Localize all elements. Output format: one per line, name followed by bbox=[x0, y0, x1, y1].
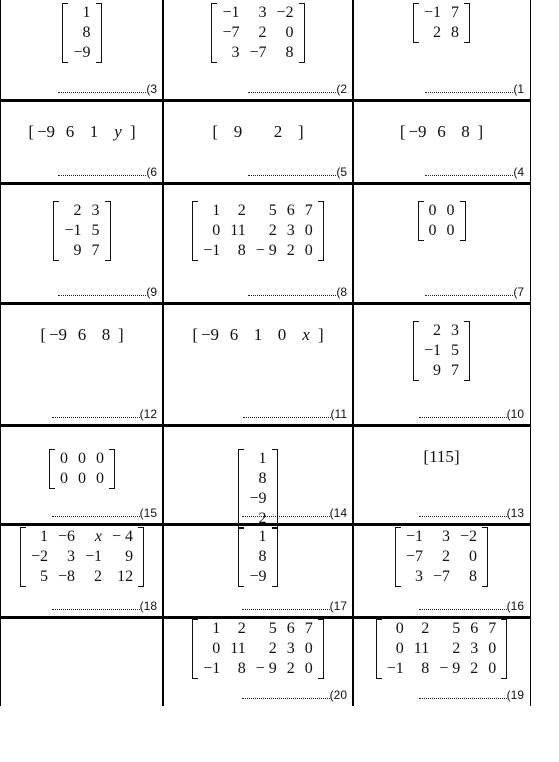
exercise-number: (9 bbox=[146, 285, 157, 299]
right-bracket bbox=[272, 527, 278, 587]
vector-entry: 1 bbox=[253, 325, 263, 344]
right-bracket: ] bbox=[453, 447, 460, 466]
answer-line[interactable] bbox=[243, 407, 347, 421]
matrix-entry: 0 bbox=[96, 470, 104, 487]
answer-line[interactable] bbox=[425, 82, 524, 96]
exercise-expression bbox=[353, 321, 530, 381]
matrix-entry: 8 bbox=[469, 568, 478, 585]
vector-entry: 1 bbox=[89, 122, 99, 141]
matrix-entry: 0 bbox=[488, 640, 497, 657]
matrix-entry: 0 bbox=[60, 450, 68, 467]
matrix-entry: 0 bbox=[428, 222, 437, 239]
matrix-entry: 8 bbox=[258, 470, 267, 487]
left-bracket: [ bbox=[212, 122, 218, 141]
dotted-answer-blank[interactable] bbox=[52, 506, 140, 517]
matrix-entry: 2 bbox=[442, 548, 451, 565]
vector-entry: 0 bbox=[277, 325, 287, 344]
right-bracket: ] bbox=[298, 122, 304, 141]
matrix-entry: 7 bbox=[304, 620, 313, 637]
left-bracket: [ bbox=[423, 447, 430, 466]
dotted-answer-blank[interactable] bbox=[419, 688, 507, 699]
matrix-entry: −7 bbox=[405, 548, 423, 565]
matrix-entry: − 9 bbox=[439, 660, 461, 677]
left-bracket: [ bbox=[40, 325, 46, 344]
matrix-entry: 0 bbox=[304, 222, 313, 239]
exercise-cell bbox=[163, 183, 353, 303]
matrix-entry: −8 bbox=[57, 568, 75, 585]
matrix-entry: 5 bbox=[452, 620, 461, 637]
right-bracket bbox=[464, 321, 470, 381]
matrix-entry: −9 bbox=[249, 490, 267, 507]
answer-line[interactable] bbox=[52, 407, 157, 421]
answer-line[interactable] bbox=[419, 506, 524, 520]
matrix-entry: 2 bbox=[258, 24, 267, 41]
matrix-entry: 2 bbox=[470, 660, 479, 677]
matrix-entry: 0 bbox=[395, 620, 404, 637]
vector-entry: x bbox=[302, 325, 310, 344]
right-bracket bbox=[138, 527, 144, 587]
exercise-number: (2 bbox=[336, 82, 347, 96]
exercise-number: (5 bbox=[336, 165, 347, 179]
matrix bbox=[376, 619, 507, 679]
matrix-entry: 0 bbox=[428, 202, 437, 219]
matrix-entry: 12 bbox=[117, 568, 134, 585]
vector-entry: 115 bbox=[429, 447, 454, 466]
exercise-expression bbox=[163, 325, 353, 345]
matrix bbox=[395, 527, 488, 587]
dotted-answer-blank[interactable] bbox=[248, 285, 336, 296]
matrix-entry: 3 bbox=[258, 4, 267, 21]
exercise-cell bbox=[1, 0, 163, 100]
exercise-number: (16 bbox=[506, 599, 524, 613]
dotted-answer-blank[interactable] bbox=[52, 599, 140, 610]
matrix bbox=[413, 321, 470, 381]
dotted-answer-blank[interactable] bbox=[248, 165, 336, 176]
matrix-entry: 2 bbox=[286, 660, 295, 677]
matrix-entry: 0 bbox=[212, 222, 221, 239]
dotted-answer-blank[interactable] bbox=[242, 688, 330, 699]
matrix-entry: 0 bbox=[96, 450, 104, 467]
matrix bbox=[413, 3, 470, 43]
answer-line[interactable] bbox=[242, 506, 347, 520]
matrix-entry: −1 bbox=[423, 4, 442, 21]
exercise-expression bbox=[163, 527, 353, 587]
exercise-number: (10 bbox=[506, 407, 524, 421]
matrix-entry: −1 bbox=[203, 660, 221, 677]
vector-entry: 9 bbox=[233, 122, 243, 141]
exercise-cell bbox=[163, 524, 353, 617]
matrix-entry: 7 bbox=[451, 362, 460, 379]
matrix-entry: 3 bbox=[414, 568, 423, 585]
matrix-entry: −7 bbox=[249, 44, 267, 61]
exercise-cell bbox=[353, 425, 530, 524]
matrix-entry: −1 bbox=[64, 222, 82, 239]
vector-entry: y bbox=[114, 122, 122, 141]
exercise-cell bbox=[353, 303, 530, 425]
matrix bbox=[418, 201, 466, 241]
exercise-number: (12 bbox=[139, 407, 157, 421]
dotted-answer-blank[interactable] bbox=[248, 82, 336, 93]
exercise-expression bbox=[1, 122, 163, 142]
matrix-entry: 5 bbox=[268, 202, 277, 219]
answer-line[interactable] bbox=[248, 165, 347, 179]
exercise-expression bbox=[353, 122, 530, 142]
matrix-entry: −1 bbox=[222, 4, 240, 21]
exercise-cell bbox=[1, 183, 163, 303]
exercise-cell bbox=[353, 617, 530, 706]
matrix-entry: 0 bbox=[469, 548, 478, 565]
matrix-entry: 11 bbox=[230, 640, 246, 657]
exercise-number: (20 bbox=[329, 688, 347, 702]
matrix-entry: 7 bbox=[304, 202, 313, 219]
answer-line[interactable] bbox=[58, 285, 157, 299]
exercise-cell bbox=[163, 100, 353, 183]
right-bracket: ] bbox=[477, 122, 484, 141]
answer-line[interactable] bbox=[425, 285, 524, 299]
answer-line[interactable] bbox=[419, 688, 524, 702]
matrix bbox=[49, 449, 115, 489]
matrix-entry: 0 bbox=[212, 640, 221, 657]
exercise-expression bbox=[1, 201, 163, 261]
row-vector bbox=[40, 325, 123, 345]
right-bracket bbox=[482, 527, 488, 587]
matrix-entry: 11 bbox=[413, 640, 430, 657]
matrix bbox=[211, 3, 304, 63]
exercise-cell bbox=[1, 303, 163, 425]
exercise-expression bbox=[163, 3, 353, 63]
matrix-entry: −2 bbox=[30, 548, 48, 565]
dotted-answer-blank[interactable] bbox=[425, 165, 513, 176]
matrix-entry: 1 bbox=[82, 4, 91, 21]
matrix-entry: 0 bbox=[60, 470, 68, 487]
exercise-cell bbox=[1, 617, 163, 706]
vector-entry: −9 bbox=[36, 122, 56, 141]
matrix-entry: 3 bbox=[231, 44, 240, 61]
matrix-entry: 3 bbox=[67, 548, 75, 565]
vector-entry: 6 bbox=[65, 122, 75, 141]
vector-entry: 6 bbox=[229, 325, 239, 344]
dotted-answer-blank[interactable] bbox=[243, 407, 331, 418]
matrix-entry: −7 bbox=[432, 568, 451, 585]
matrix-entry: 8 bbox=[237, 242, 246, 259]
exercise-number: (17 bbox=[329, 599, 347, 613]
dotted-answer-blank[interactable] bbox=[52, 407, 140, 418]
matrix-entry: 1 bbox=[212, 202, 221, 219]
exercise-number: (4 bbox=[513, 165, 524, 179]
right-bracket: ] bbox=[130, 122, 136, 141]
matrix-entry: 11 bbox=[230, 222, 246, 239]
vector-entry: −9 bbox=[48, 325, 68, 344]
matrix-entry: 1 bbox=[258, 450, 267, 467]
matrix bbox=[238, 527, 277, 587]
matrix-entry: 9 bbox=[433, 362, 442, 379]
answer-line[interactable] bbox=[52, 599, 157, 613]
matrix-entry: −1 bbox=[203, 242, 221, 259]
matrix bbox=[62, 3, 101, 63]
dotted-answer-blank[interactable] bbox=[242, 506, 330, 517]
matrix-entry: 2 bbox=[421, 620, 430, 637]
right-bracket bbox=[109, 449, 115, 489]
matrix-entry: 8 bbox=[451, 24, 460, 41]
matrix-entry: 2 bbox=[73, 202, 82, 219]
matrix-entry: 6 bbox=[286, 202, 295, 219]
dotted-answer-blank[interactable] bbox=[58, 285, 146, 296]
matrix-entry: −9 bbox=[249, 568, 267, 585]
matrix-entry: 2 bbox=[237, 202, 246, 219]
vector-entry: 6 bbox=[77, 325, 87, 344]
matrix-entry: −1 bbox=[423, 342, 442, 359]
dotted-answer-blank[interactable] bbox=[58, 82, 146, 93]
dotted-answer-blank[interactable] bbox=[58, 165, 146, 176]
exercise-expression bbox=[353, 447, 530, 467]
matrix-entry: 3 bbox=[286, 222, 295, 239]
matrix-entry: 9 bbox=[125, 548, 134, 565]
matrix-entry: 3 bbox=[451, 322, 460, 339]
dotted-answer-blank[interactable] bbox=[425, 82, 513, 93]
matrix-entry: 0 bbox=[304, 640, 313, 657]
matrix-entry: 9 bbox=[73, 242, 82, 259]
right-bracket bbox=[105, 201, 111, 261]
matrix-entry: 2 bbox=[258, 510, 267, 527]
answer-line[interactable] bbox=[248, 82, 347, 96]
matrix-entry: −1 bbox=[405, 528, 423, 545]
exercise-number: (19 bbox=[506, 688, 524, 702]
answer-line[interactable] bbox=[242, 688, 347, 702]
matrix-entry: 1 bbox=[258, 528, 267, 545]
matrix-entry: 3 bbox=[470, 640, 479, 657]
dotted-answer-blank[interactable] bbox=[419, 407, 507, 418]
exercise-cell bbox=[1, 524, 163, 617]
matrix-entry: 2 bbox=[433, 24, 442, 41]
exercise-cell bbox=[353, 524, 530, 617]
right-bracket bbox=[318, 201, 324, 261]
dotted-answer-blank[interactable] bbox=[419, 599, 507, 610]
matrix-entry: 1 bbox=[39, 528, 48, 545]
matrix-entry: 2 bbox=[268, 640, 277, 657]
matrix-entry: 5 bbox=[268, 620, 277, 637]
exercise-cell bbox=[353, 183, 530, 303]
dotted-answer-blank[interactable] bbox=[242, 599, 330, 610]
matrix-entry: 8 bbox=[237, 660, 246, 677]
row-vector bbox=[212, 122, 303, 142]
matrix-entry: −7 bbox=[222, 24, 240, 41]
matrix-entry: 5 bbox=[39, 568, 48, 585]
matrix-entry: 5 bbox=[91, 222, 100, 239]
row-vector bbox=[400, 122, 483, 142]
matrix-entry: 6 bbox=[470, 620, 479, 637]
matrix-entry: 6 bbox=[286, 620, 295, 637]
exercise-cell bbox=[163, 425, 353, 527]
matrix-entry: −2 bbox=[276, 4, 294, 21]
answer-line[interactable] bbox=[52, 506, 157, 520]
matrix-entry: 2 bbox=[94, 568, 103, 585]
matrix-entry: 2 bbox=[268, 222, 277, 239]
exercise-expression bbox=[1, 325, 163, 345]
left-bracket: [ bbox=[192, 325, 198, 344]
exercise-cell bbox=[163, 0, 353, 100]
exercise-number: (3 bbox=[146, 82, 157, 96]
exercise-cell bbox=[163, 303, 353, 425]
vector-entry: 6 bbox=[437, 122, 446, 141]
matrix bbox=[20, 527, 144, 587]
exercise-expression bbox=[353, 527, 530, 587]
vector-entry: 8 bbox=[461, 122, 470, 141]
row-vector bbox=[192, 325, 323, 345]
right-bracket: ] bbox=[118, 325, 124, 344]
matrix-entry: 8 bbox=[82, 24, 91, 41]
exercise-number: (14 bbox=[329, 506, 347, 520]
exercise-cell bbox=[1, 425, 163, 524]
matrix-entry: 7 bbox=[488, 620, 497, 637]
matrix-entry: 2 bbox=[452, 640, 461, 657]
exercise-number: (18 bbox=[139, 599, 157, 613]
left-bracket: [ bbox=[28, 122, 34, 141]
exercise-expression bbox=[163, 201, 353, 261]
exercise-expression bbox=[1, 527, 163, 587]
matrix-entry: 8 bbox=[421, 660, 430, 677]
right-bracket bbox=[501, 619, 507, 679]
matrix-entry: −1 bbox=[85, 548, 103, 565]
matrix bbox=[192, 619, 323, 679]
matrix-entry: x bbox=[94, 528, 103, 545]
exercise-expression bbox=[353, 201, 530, 241]
vector-entry: 2 bbox=[273, 122, 283, 141]
vector-entry: −9 bbox=[408, 122, 427, 141]
matrix-entry: 0 bbox=[285, 24, 294, 41]
right-bracket: ] bbox=[318, 325, 324, 344]
matrix-entry: −2 bbox=[460, 528, 478, 545]
matrix-entry: − 9 bbox=[255, 242, 277, 259]
left-bracket: [ bbox=[399, 122, 406, 141]
exercise-expression bbox=[163, 122, 353, 142]
matrix-entry: 7 bbox=[91, 242, 100, 259]
matrix-entry: −1 bbox=[386, 660, 404, 677]
exercise-number: (6 bbox=[146, 165, 157, 179]
exercise-expression bbox=[163, 619, 353, 679]
matrix-entry: 8 bbox=[285, 44, 294, 61]
matrix-entry: 3 bbox=[286, 640, 295, 657]
matrix-entry: 0 bbox=[304, 242, 313, 259]
vector-entry: 8 bbox=[101, 325, 111, 344]
answer-line[interactable] bbox=[425, 165, 524, 179]
exercise-number: (15 bbox=[139, 506, 157, 520]
right-bracket bbox=[318, 619, 324, 679]
exercise-number: (13 bbox=[506, 506, 524, 520]
row-vector bbox=[28, 122, 135, 142]
matrix-entry: 0 bbox=[446, 202, 455, 219]
matrix bbox=[53, 201, 110, 261]
matrix-entry: − 4 bbox=[112, 528, 134, 545]
exercise-cell bbox=[353, 100, 530, 183]
right-bracket bbox=[460, 201, 466, 241]
right-bracket bbox=[299, 3, 305, 63]
matrix-entry: 0 bbox=[446, 222, 455, 239]
exercise-number: (11 bbox=[330, 407, 347, 421]
answer-line[interactable] bbox=[419, 407, 524, 421]
matrix-entry: 0 bbox=[78, 470, 86, 487]
answer-line[interactable] bbox=[248, 285, 347, 299]
answer-line[interactable] bbox=[58, 82, 157, 96]
matrix-entry: −6 bbox=[57, 528, 75, 545]
matrix-entry: 2 bbox=[286, 242, 295, 259]
exercise-cell bbox=[163, 617, 353, 706]
matrix-entry: 0 bbox=[304, 660, 313, 677]
exercise-expression bbox=[353, 3, 530, 43]
answer-line[interactable] bbox=[58, 165, 157, 179]
matrix-entry: 0 bbox=[395, 640, 404, 657]
matrix-entry: 2 bbox=[237, 620, 246, 637]
exercise-expression bbox=[353, 619, 530, 679]
row-vector bbox=[423, 447, 459, 467]
matrix-entry: 5 bbox=[451, 342, 460, 359]
exercise-number: (7 bbox=[513, 285, 524, 299]
dotted-answer-blank[interactable] bbox=[419, 506, 507, 517]
matrix-entry: 2 bbox=[433, 322, 442, 339]
matrix bbox=[192, 201, 323, 261]
matrix-entry: − 9 bbox=[255, 660, 277, 677]
matrix-entry: 0 bbox=[78, 450, 86, 467]
exercise-number: (1 bbox=[513, 82, 524, 96]
matrix-entry: 8 bbox=[258, 548, 267, 565]
matrix-entry: 7 bbox=[451, 4, 460, 21]
exercise-number: (8 bbox=[336, 285, 347, 299]
matrix-entry: 0 bbox=[488, 660, 497, 677]
matrix-entry: 3 bbox=[91, 202, 100, 219]
matrix-entry: −9 bbox=[73, 44, 91, 61]
vector-entry: −9 bbox=[200, 325, 220, 344]
answer-line[interactable] bbox=[419, 599, 524, 613]
exercise-expression bbox=[1, 449, 163, 489]
dotted-answer-blank[interactable] bbox=[425, 285, 513, 296]
matrix-entry: 3 bbox=[442, 528, 451, 545]
matrix-entry: 1 bbox=[212, 620, 221, 637]
answer-line[interactable] bbox=[242, 599, 347, 613]
exercise-cell bbox=[1, 100, 163, 183]
exercise-expression bbox=[1, 3, 163, 63]
exercise-cell bbox=[353, 0, 530, 100]
right-bracket bbox=[96, 3, 102, 63]
right-bracket bbox=[464, 3, 470, 43]
